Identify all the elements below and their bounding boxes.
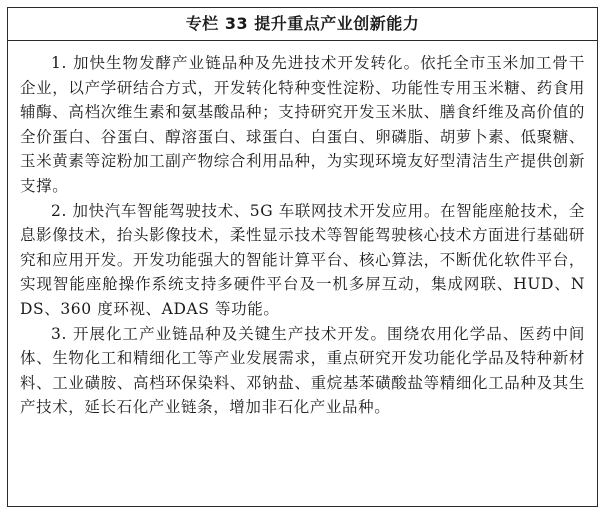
paragraph-2: 2. 加快汽车智能驾驶技术、5G 车联网技术开发应用。在智能座舱技术，全息影像技术，抬头影像技术，柔性显示技术等智能驾驶核心技术方面进行基础研究和应用开发。开发功能强大的智能计算平台、核心算法，不断优化软件平台，实现智能座舱操作系统支持多硬件平台及一机多屏互动，集成网联、HUD、NDS、360 度环视、ADAS 等功能。 (20, 201, 585, 318)
paragraph-1: 1. 加快生物发酵产业链品种及先进技术开发转化。依托全市玉米加工骨干企业，以产学研结合方式，开发转化特种变性淀粉、功能性专用玉米糖、药食用辅酶、高档次维生素和氨基酸品种；支持研究开发玉米肽、膳食纤维及高价值的全价蛋白、谷蛋白、醇溶蛋白、球蛋白、白蛋白、卵磷脂、胡萝卜素、低聚糖、玉米黄素等淀粉加工副产物综合利用品种，为实现环境友好型清洁生产提供创新支撑。 (20, 54, 585, 195)
box-body (8, 41, 597, 420)
paragraph-3: 3. 开展化工产业链品种及关键生产技术开发。围绕农用化学品、医药中间体、生物化工和精细化工等产业发展需求，重点研究开发功能化学品及特种新材料、工业磺胺、高档环保染料、邓钠盐、重烷基苯磺酸盐等精细化工品种及其生产技术，延长石化产业链条，增加非石化产业品种。 (20, 324, 585, 417)
box-title: 专栏 33 提升重点产业创新能力 (8, 8, 597, 41)
feature-box (7, 7, 598, 507)
